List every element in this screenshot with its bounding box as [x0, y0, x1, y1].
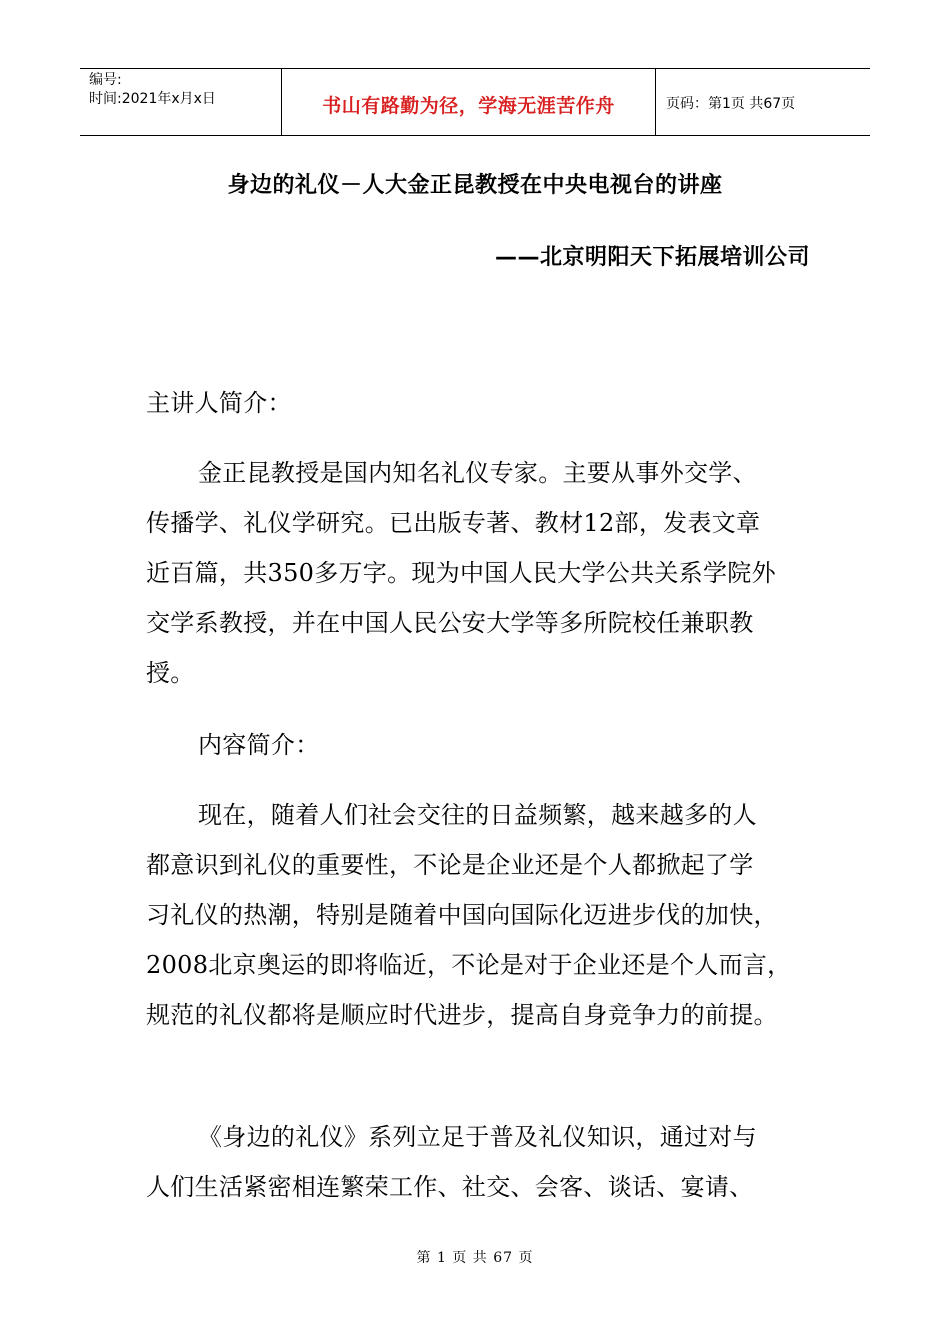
paragraph-line: 习礼仪的热潮，特别是随着中国向国际化迈进步伐的加快，: [146, 901, 778, 929]
paragraph-line: 传播学、礼仪学研究。已出版专著、教材12部，发表文章: [146, 509, 761, 537]
page-footer: 第 1 页 共 67 页: [416, 1250, 534, 1266]
paragraph-line: 都意识到礼仪的重要性，不论是企业还是个人都掀起了学: [146, 851, 754, 879]
document-title: 身边的礼仪－人大金正昆教授在中央电视台的讲座: [227, 173, 723, 198]
paragraph-series-description: [146, 1112, 808, 1212]
paragraph-line: 近百篇，共350多万字。现为中国人民大学公共关系学院外: [146, 559, 776, 587]
document-header: [80, 68, 870, 136]
section-content-intro: [146, 720, 808, 770]
paragraph-content-summary: [146, 790, 808, 1040]
header-motto-cell: [282, 69, 656, 135]
header-number-label: 编号:: [89, 72, 122, 88]
paragraph-line: 金正昆教授是国内知名礼仪专家。主要从事外交学、: [198, 459, 757, 487]
section-heading-content: 内容简介：: [198, 731, 320, 759]
section-heading-speaker: 主讲人简介：: [146, 389, 292, 417]
paragraph-line: 交学系教授，并在中国人民公安大学等多所院校任兼职教: [146, 609, 754, 637]
header-time-label: 时间:2021年x月x日: [89, 91, 216, 107]
document-subtitle: ——北京明阳天下拓展培训公司: [494, 245, 810, 270]
header-motto: 书山有路勤为径，学海无涯苦作舟: [322, 94, 615, 117]
paragraph-line: 人们生活紧密相连繁荣工作、社交、会客、谈话、宴请、: [146, 1173, 754, 1201]
header-page-cell: [656, 69, 870, 135]
paragraph-line: 2008北京奥运的即将临近，不论是对于企业还是个人而言，: [146, 951, 792, 979]
paragraph-line: 规范的礼仪都将是顺应时代进步，提高自身竞争力的前提。: [146, 1001, 778, 1029]
section-speaker-intro: [146, 378, 808, 428]
paragraph-speaker-bio: [146, 448, 808, 698]
paragraph-line: 《身边的礼仪》系列立足于普及礼仪知识，通过对与: [198, 1123, 757, 1151]
paragraph-line: 现在，随着人们社会交往的日益频繁，越来越多的人: [198, 801, 757, 829]
header-page-info: 页码：第1页 共67页: [666, 96, 796, 112]
paragraph-line: 授。: [146, 659, 195, 687]
header-meta-cell: [80, 69, 282, 135]
